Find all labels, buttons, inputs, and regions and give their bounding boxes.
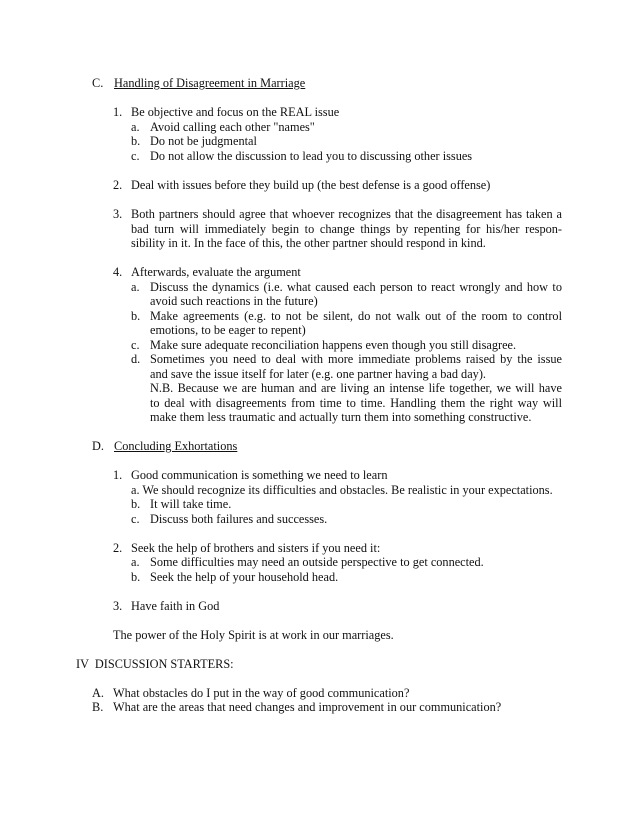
c-item1-sub-a-text: Avoid calling each other "names" [150,120,315,134]
c-item4-nb-line3: make them less traumatic and actually turn them into something constructive. [150,410,532,424]
iv-item-b-text: What are the areas that need changes and improvement in our communication? [113,700,502,714]
c-item2-marker: 2. [113,178,123,192]
d-item1-text: Good communication is something we need to learn [131,468,388,482]
c-item1-sub-c-text: Do not allow the discussion to lead you to discussing other issues [150,149,473,163]
d-closing: The power of the Holy Spirit is at work in our marriages. [113,628,394,642]
c-item4-text: Afterwards, evaluate the argument [131,265,301,279]
c-item3-line1: Both partners should agree that whoever recognizes that the disagreement has taken a [131,207,562,221]
c-item1-sub-c-marker: c. [131,149,140,163]
c-item4-d-marker: d. [131,352,141,366]
c-item3-marker: 3. [113,207,123,221]
c-item4-nb-line2: to deal with disagreements from time to time. Handling them the right way will [150,396,562,410]
d-item2-sub-a-text: Some difficulties may need an outside perspective to get connected. [150,555,484,569]
c-item4-nb-line1: N.B. Because we are human and are living an intense life together, we will have [150,381,562,395]
d-item1-sub-b-text: It will take time. [150,497,232,511]
c-item4-c-marker: c. [131,338,140,352]
c-item4-b-line1: Make agreements (e.g. to not be silent, do not walk out of the room to control [150,309,562,323]
d-item1-sub-a: a. We should recognize its difficulties and obstacles. Be realistic in your expectations. [131,483,553,497]
c-item4-c-line1: Make sure adequate reconciliation happens even though you still disagree. [150,338,517,352]
d-item3-marker: 3. [113,599,123,613]
d-item2-marker: 2. [113,541,123,555]
c-item4-d-line2: and save the issue itself for later (e.g. one partner having a bad day). [150,367,486,381]
c-item1-text: Be objective and focus on the REAL issue [131,105,340,119]
iv-item-b-marker: B. [92,700,104,714]
iv-item-a-marker: A. [92,686,104,700]
c-item2-text: Deal with issues before they build up (the best defense is a good offense) [131,178,491,192]
d-item1-sub-c-text: Discuss both failures and successes. [150,512,328,526]
c-item4-d-line1: Sometimes you need to deal with more immediate problems raised by the issue [150,352,562,366]
d-item2-text: Seek the help of brothers and sisters if you need it: [131,541,381,555]
c-item1-sub-a-marker: a. [131,120,140,134]
iv-item-a-text: What obstacles do I put in the way of good communication? [113,686,410,700]
d-item2-sub-b-text: Seek the help of your household head. [150,570,339,584]
c-item3-line2: bad turn will immediately begin to change things by repenting for his/her respon- [131,222,562,236]
d-item1-sub-b-marker: b. [131,497,141,511]
section-d-marker: D. [92,439,104,453]
c-item4-a-line2: avoid such reactions in the future) [150,294,318,308]
d-item3-text: Have faith in God [131,599,220,613]
c-item3-line3: sibility in it. In the face of this, the other partner should respond in kind. [131,236,486,250]
c-item1-marker: 1. [113,105,123,119]
d-item1-sub-c-marker: c. [131,512,140,526]
c-item4-a-marker: a. [131,280,140,294]
section-c-marker: C. [92,76,104,90]
d-item2-sub-b-marker: b. [131,570,141,584]
section-c-heading: Handling of Disagreement in Marriage [114,76,306,90]
c-item4-b-line2: emotions, to be eager to repent) [150,323,306,337]
section-iv-heading: IV DISCUSSION STARTERS: [76,657,234,671]
c-item4-b-marker: b. [131,309,141,323]
d-item2-sub-a-marker: a. [131,555,140,569]
section-d-heading: Concluding Exhortations [114,439,238,453]
c-item4-marker: 4. [113,265,123,279]
c-item1-sub-b-marker: b. [131,134,141,148]
c-item4-a-line1: Discuss the dynamics (i.e. what caused each person to react wrongly and how to [150,280,562,294]
c-item1-sub-b-text: Do not be judgmental [150,134,257,148]
d-item1-marker: 1. [113,468,123,482]
